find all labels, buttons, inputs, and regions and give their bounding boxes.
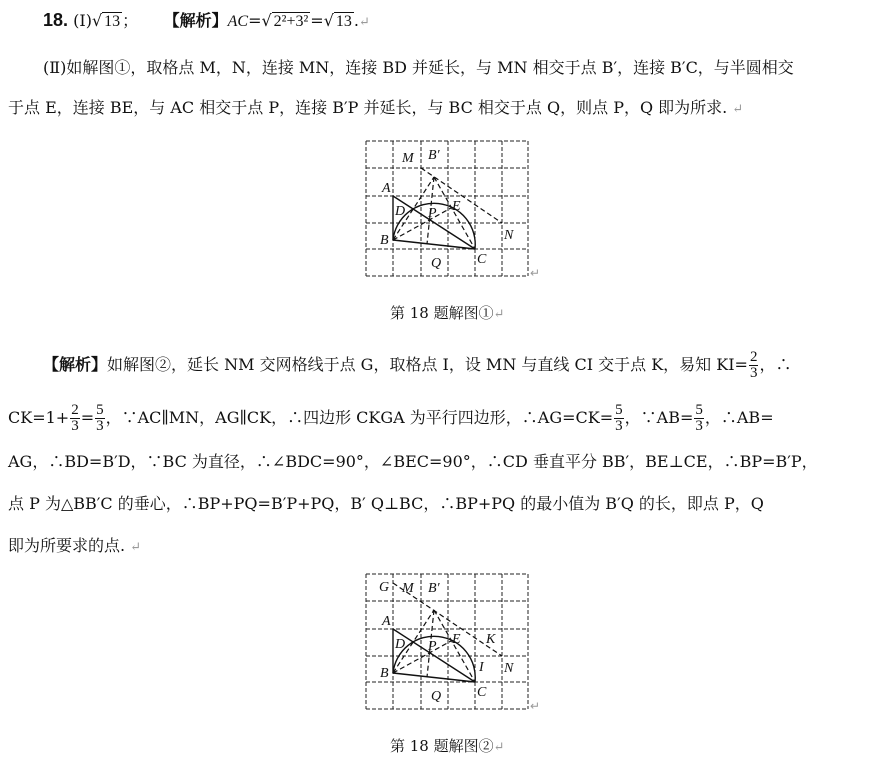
part2-line2-text: 于点 E，连接 BE，与 AC 相交于点 P，连接 B′P 并延长，与 BC 相交于点 Q，则点 P，Q 即为所求. (8, 98, 728, 117)
period: . (353, 11, 359, 30)
problem-number: 18. (43, 10, 69, 30)
analysis-tag: 【解析】 (43, 355, 108, 374)
figure-1-caption-text: 第 18 题解图① (390, 304, 494, 322)
formula-lhs: AC (227, 13, 249, 30)
label-P: P (428, 206, 437, 221)
eq2: = (310, 11, 324, 30)
label-G: G (379, 580, 390, 595)
analysis-tag: 【解析】 (163, 11, 228, 30)
label-B-prime: B′ (428, 581, 440, 596)
label-A: A (382, 614, 391, 629)
part1-line: 18. (Ⅰ)√ 13 ； 【解析】AC=√ 2²+3² =√ 13 .↵ (43, 10, 370, 30)
return-mark-icon: ↵ (130, 540, 142, 555)
return-mark-icon: ↵ (732, 102, 744, 117)
analysis2-line4: 点 P 为△BB′C 的垂心，∴BP+PQ=B′P+PQ，B′ Q⊥BC，∴BP+PQ 的最小值为 B′Q 的长，即点 P，Q (8, 494, 764, 513)
fraction: $\frac{2}{3}$ (749, 349, 758, 381)
part2-line1: (Ⅱ)如解图①，取格点 M，N，连接 MN，连接 BD 并延长，与 MN 相交于点 B′，连接 B′C，与半圆相交 (43, 58, 794, 77)
return-mark-icon: ↵ (359, 15, 370, 30)
label-B: B (380, 233, 389, 248)
analysis2-line2: CK=1+ $\frac{2}{3}$ = $\frac{5}{3}$ ，∵AC∥MN，AG∥CK，∴四边形 CKGA 为平行四边形，∴AG=CK= $\frac{5}{3}$ ，∵AB= $\frac{5}{3}$ ，∴AB= (8, 402, 774, 434)
label-M: M (402, 581, 414, 596)
label-A: A (382, 181, 391, 196)
return-mark-icon: ↵ (530, 266, 541, 280)
label-C: C (477, 685, 487, 700)
label-D: D (395, 637, 406, 652)
part1-label: (Ⅰ) (73, 11, 92, 30)
analysis2-line1: 【解析】如解图②，延长 NM 交网格线于点 G，取格点 I，设 MN 与直线 CI 交于点 K，易知 KI= $\frac{2}{3}$ ，∴ (43, 349, 792, 381)
figure-2-caption (390, 735, 505, 756)
grid-lines (366, 141, 528, 276)
figure-2-diagram (360, 568, 550, 718)
label-B-prime: B′ (428, 148, 440, 163)
figure-1-diagram (360, 135, 550, 285)
label-N: N (504, 661, 514, 676)
fraction: $\frac{5}{3}$ (695, 402, 703, 434)
label-E: E (452, 199, 461, 214)
label-Q: Q (431, 256, 442, 271)
label-E: E (452, 632, 461, 647)
label-M: M (402, 151, 414, 166)
figure-1-caption (390, 302, 505, 323)
fraction: $\frac{5}{3}$ (96, 402, 104, 434)
figure-2-caption-text: 第 18 题解图② (390, 737, 494, 755)
eq: = (248, 11, 262, 30)
label-K: K (486, 632, 496, 647)
label-B: B (380, 666, 389, 681)
return-mark-icon: ↵ (493, 307, 505, 322)
analysis2-line1-text: 如解图②，延长 NM 交网格线于点 G，取格点 I，设 MN 与直线 CI 交于点 K，易知 KI= (107, 355, 748, 374)
formula-radicand: 2²+3² (273, 13, 309, 30)
analysis2-line3: AG，∴BD=B′D，∵BC 为直径，∴∠BDC=90°，∠BEC=90°，∴CD 垂直平分 BB′，BE⊥CE，∴BP=B′P， (8, 452, 818, 471)
grid-lines (366, 574, 528, 709)
formula-result: 13 (335, 13, 352, 30)
return-mark-icon: ↵ (530, 699, 541, 713)
label-D: D (395, 204, 406, 219)
label-P: P (428, 639, 437, 654)
analysis2-line5: 即为所要求的点. ↵ (8, 536, 142, 555)
part2-line2 (8, 98, 743, 120)
answer-radical: 13 (104, 13, 121, 30)
label-C: C (477, 252, 487, 267)
label-I: I (479, 660, 484, 675)
separator: ； (122, 11, 139, 30)
label-Q: Q (431, 689, 442, 704)
return-mark-icon: ↵ (493, 740, 505, 755)
fraction: $\frac{2}{3}$ (71, 402, 79, 434)
label-N: N (504, 228, 514, 243)
fraction: $\frac{5}{3}$ (615, 402, 623, 434)
